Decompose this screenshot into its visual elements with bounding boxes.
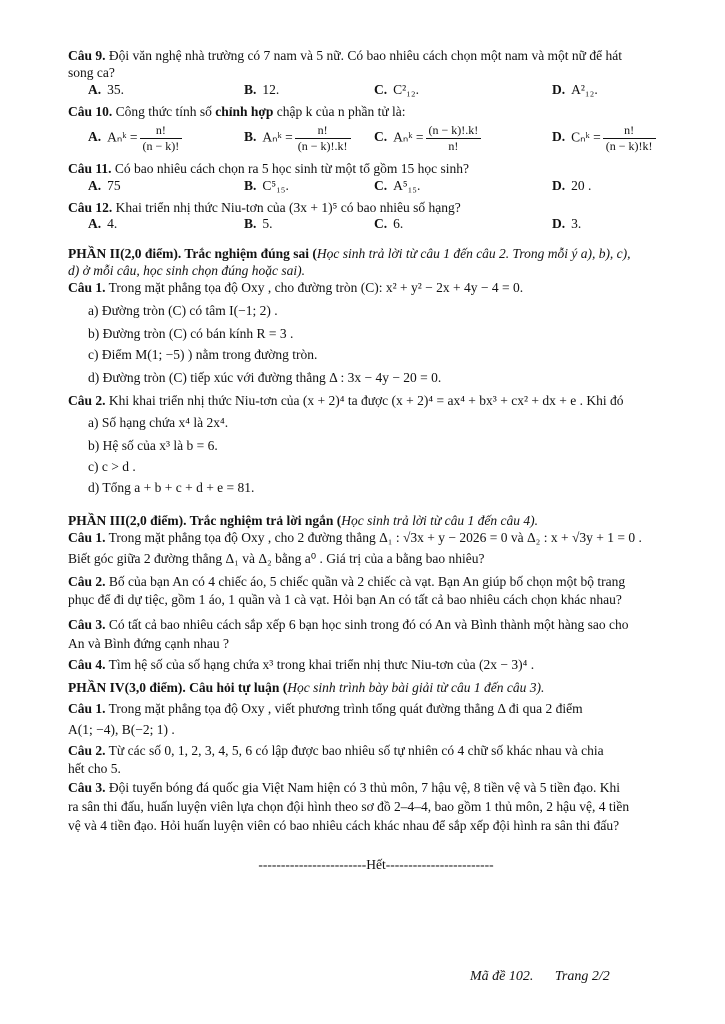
part-3-question-4: Câu 4. Tìm hệ số của số hạng chứa x³ trong khai triển nhị thưc Niu-tơn của (2x − 3)⁴ . [68, 657, 535, 672]
question-10-options [68, 121, 684, 161]
part-2-question-2: Câu 2. Khi khai triển nhị thức Niu-tơn của (x + 2)⁴ ta được (x + 2)⁴ = ax⁴ + bx³ + cx² + dx + e . Khi đó [68, 392, 624, 408]
part-4-question-3: Câu 3. Đội tuyển bóng đá quốc gia Việt Nam hiện có 3 thủ môn, 7 hậu vệ, 8 tiền vệ và 5 tiền đạo. Khi [68, 780, 620, 796]
part-2-q1-item-c: c) Điểm M(1; −5) ) nằm trong đường tròn. [88, 346, 318, 362]
option-c: C. A⁵₁₅. [374, 177, 421, 193]
part-4-question-1: Câu 1. Trong mặt phẳng tọa độ Oxy , viết phương trình tổng quát đường thẳng Δ đi qua 2 điểm [68, 700, 583, 716]
exam-page [68, 48, 684, 874]
question-9: Câu 9. Đội văn nghệ nhà trường có 7 nam và 5 nữ. Có bao nhiêu cách chọn một nam và một nữ để hát [68, 48, 622, 63]
question-12-options [68, 216, 684, 238]
part-2-heading-cont: d) ở mỗi câu, học sinh chọn đúng hoặc sai). [68, 263, 306, 279]
part-4-question-2: Câu 2. Từ các số 0, 1, 2, 3, 4, 5, 6 có lập được bao nhiêu số tự nhiên có 4 chữ số khác nhau và chia [68, 742, 604, 758]
option-b: B. 12. [244, 81, 280, 97]
option-a: A. 75 [88, 177, 121, 193]
question-10: Câu 10. Công thức tính số chỉnh hợp chập k của n phần tử là: [68, 103, 406, 119]
part-2-question-1: Câu 1. Trong mặt phẳng tọa độ Oxy , cho đường tròn (C): x² + y² − 2x + 4y − 4 = 0. [68, 280, 524, 296]
part-3-heading: PHẦN III(2,0 điểm). Trắc nghiệm trả lời ngắn (Học sinh trả lời từ câu 1 đến câu 4). [68, 512, 539, 528]
part-2-q2-item-c: c) c > d . [88, 459, 136, 475]
option-d: D. 20 . [552, 177, 592, 193]
part-3-question-2-cont: phục để đi dự tiệc, gồm 1 áo, 1 quần và 1 cà vạt. Hỏi bạn An có tất cả bao nhiêu cách chọn khác nhau? [68, 592, 622, 608]
option-a: A. Aₙᵏ = $\frac{n!}{(n - k)!}$ [88, 123, 184, 154]
option-c: C. C²₁₂. [374, 81, 419, 97]
part-2-q2-item-b: b) Hệ số của x³ là b = 6. [88, 438, 218, 454]
question-12: Câu 12. Khai triển nhị thức Niu-tơn của (3x + 1)⁵ có bao nhiêu số hạng? [68, 199, 461, 215]
part-4-question-3-cont: ra sân thi đấu, huấn luyện viên lựa chọn đội hình theo sơ đồ 2–4–4, bao gồm 1 thủ môn, 2 hậu vệ, 4 tiền [68, 799, 630, 815]
end-marker: ------------------------Hết------------------------ [258, 856, 494, 872]
exam-code: Mã đề 102. [470, 969, 534, 984]
option-b: B. 5. [244, 216, 273, 232]
option-c: C. 6. [374, 216, 404, 232]
question-11-options [68, 178, 684, 200]
part-3-question-3: Câu 3. Có tất cả bao nhiêu cách sắp xếp 6 bạn học sinh trong đó có An và Bình thành một hàng sao cho [68, 617, 629, 633]
page-footer [470, 968, 628, 986]
option-d: D. A²₁₂. [552, 81, 598, 97]
question-11: Câu 11. Có bao nhiêu cách chọn ra 5 học sinh từ một tổ gồm 15 học sinh? [68, 160, 470, 176]
option-c: C. Aₙᵏ = $\frac{(n - k)!.k!}{n!}$ [374, 123, 483, 154]
part-3-question-2: Câu 2. Bố của bạn An có 4 chiếc áo, 5 chiếc quần và 2 chiếc cà vạt. Bạn An giúp bố chọn một bộ trang [68, 573, 626, 589]
option-a: A. 35. [88, 81, 124, 97]
question-9-options [68, 82, 684, 104]
part-3-question-1: Câu 1. Trong mặt phẳng tọa độ Oxy , cho 2 đường thẳng Δ₁ : √3x + y − 2026 = 0 và Δ₂ : x + √3y + 1 = 0 . [68, 529, 642, 545]
part-3-question-1-cont: Biết góc giữa 2 đường thẳng Δ₁ và Δ₂ bằng a⁰ . Giá trị của a bằng bao nhiêu? [68, 550, 485, 566]
option-d: D. 3. [552, 216, 582, 232]
part-2-q1-item-a: a) Đường tròn (C) có tâm I(−1; 2) . [88, 303, 278, 318]
part-4-question-2-cont: hết cho 5. [68, 761, 121, 777]
option-b: B. Aₙᵏ = $\frac{n!}{(n - k)!.k!}$ [244, 123, 353, 154]
part-4-heading: PHẦN IV(3,0 điểm). Câu hỏi tự luận (Học sinh trình bày bài giải từ câu 1 đến câu 3). [68, 679, 545, 695]
page-number: Trang 2/2 [554, 969, 610, 984]
part-3-question-3-cont: An và Bình đứng cạnh nhau ? [68, 636, 230, 652]
part-2-q1-item-b: b) Đường tròn (C) có bán kính R = 3 . [88, 325, 294, 341]
question-9-cont: song ca? [68, 64, 115, 80]
part-2-q2-item-d: d) Tổng a + b + c + d + e = 81. [88, 480, 255, 495]
option-d: D. Cₙᵏ = $\frac{n!}{(n - k)!k!}$ [552, 123, 658, 154]
option-b: B. C⁵₁₅. [244, 177, 289, 193]
part-4-question-3-cont2: vệ và 4 tiền đạo. Hỏi huấn luyện viên có bao nhiêu cách khác nhau để sắp xếp đội hình ra sân thi đấu? [68, 818, 620, 833]
part-4-question-1-cont: A(1; −4), B(−2; 1) . [68, 721, 175, 737]
part-2-q1-item-d: d) Đường tròn (C) tiếp xúc với đường thẳng Δ : 3x − 4y − 20 = 0. [88, 369, 442, 385]
option-a: A. 4. [88, 216, 118, 232]
part-2-q2-item-a: a) Số hạng chứa x⁴ là 2x⁴. [88, 415, 229, 431]
part-2-heading: PHẦN II(2,0 điểm). Trắc nghiệm đúng sai (Học sinh trả lời từ câu 1 đến câu 2. Trong mỗi ý a), b), c), [68, 246, 631, 262]
